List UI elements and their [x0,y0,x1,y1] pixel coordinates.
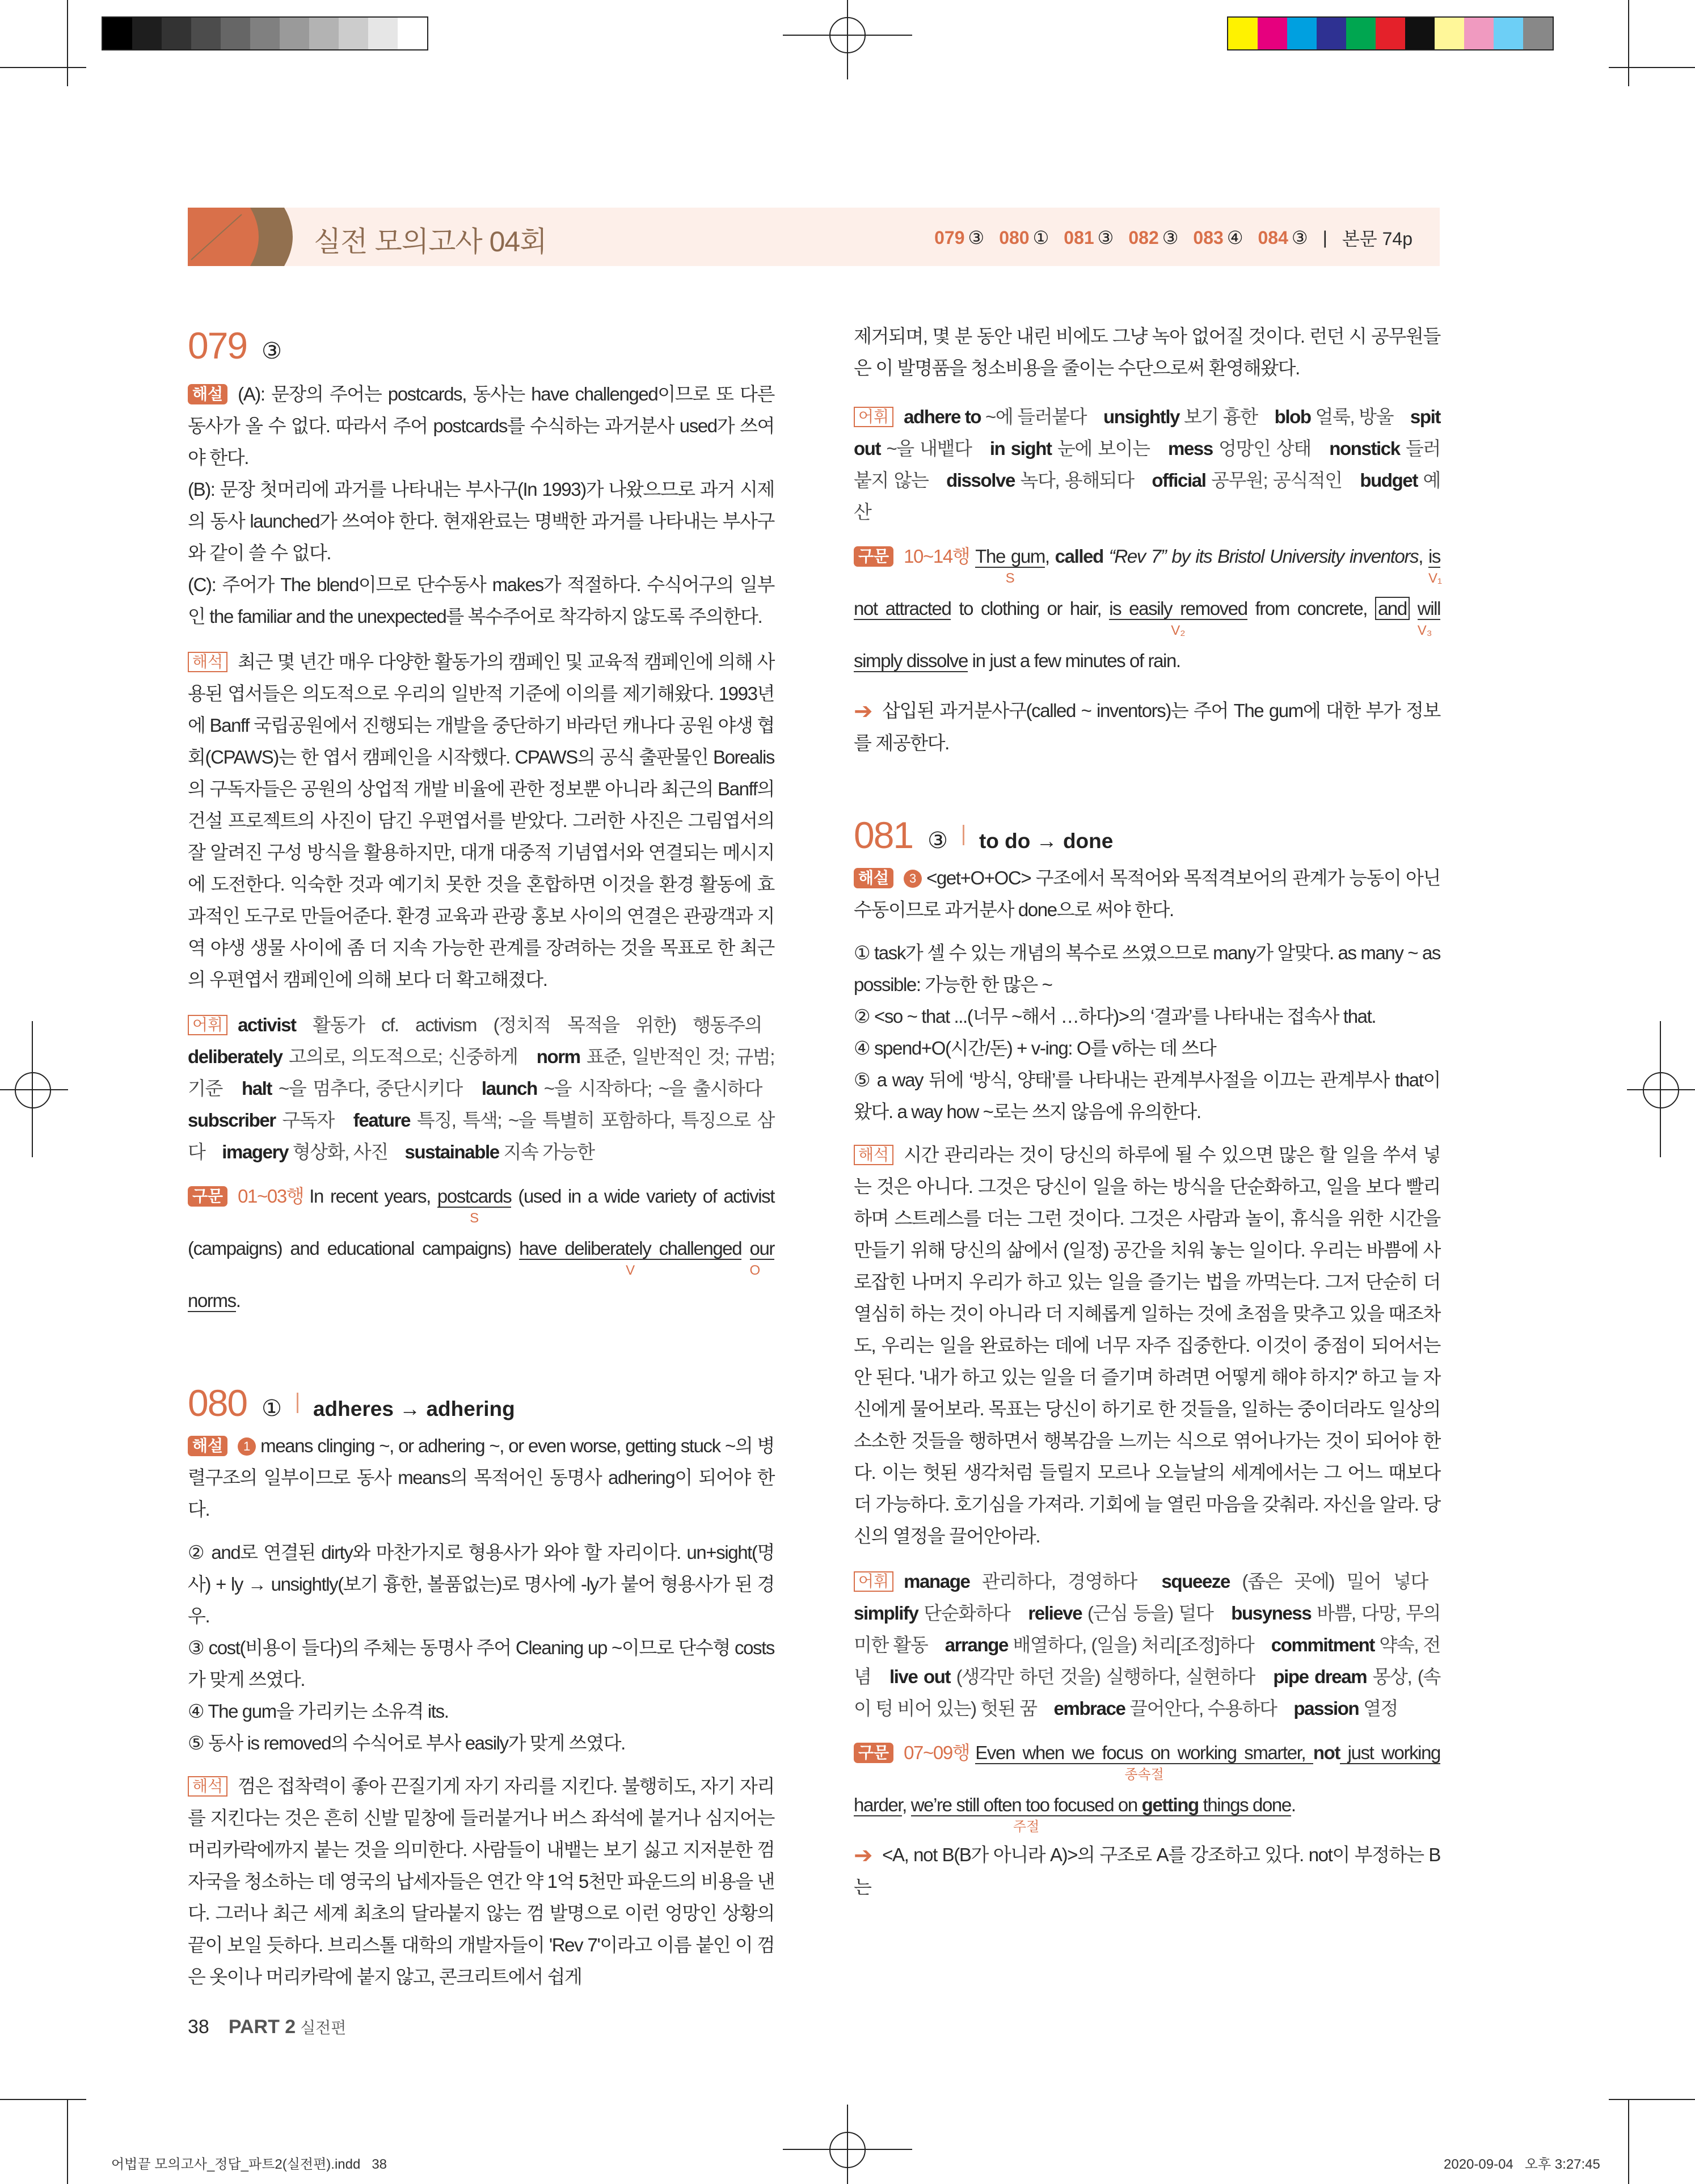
sentence-segment [1410,598,1418,619]
vocab-badge: 어휘 [854,1571,893,1592]
q081-note [854,1839,1440,1903]
sentence-segment [1247,598,1375,619]
vocab-definition: ~에 들러붙다 [985,406,1087,427]
file-slug: 어법끝 모의고사_정답_파트2(실전편).indd 38 [111,2157,387,2172]
correction: adheres → adhering [313,1397,515,1420]
explain-badge: 해설 [854,868,893,888]
crop-line [0,2099,86,2100]
segment-text: not [1313,1742,1340,1763]
segment-text: Even when we focus on working smarter, [975,1742,1313,1763]
segment-text: in just a few minutes of rain. [967,650,1180,671]
point: ② and로 연결된 dirty와 마찬가지로 형용사가 와야 할 자리이다. un+sight(명사) + ly → unsightly(보기 흉한, 볼품없는)로 명사에 -ly가 붙어 형용사가 된 경우. [188,1542,774,1626]
section-header [188,208,1440,266]
line-range: 10~14행 [904,546,970,567]
vocab-term: arrange [945,1634,1013,1655]
answer-key [934,225,1412,251]
right-column [854,321,1443,1903]
segment-text: , [1418,546,1428,567]
sentence-segment [1045,546,1055,567]
explain-text: (C): 주어가 The blend이므로 단수동사 makes가 적절하다. 수식어구의 일부인 the familiar and the unexpected를 복수주어로 착각하지 않도록 주의한다. [188,574,774,627]
q079-syntax [188,1170,774,1327]
q081-vocab [854,1566,1440,1725]
vocab-definition: 활동가 cf. activism (정치적 목적을 위한) 행동주의 [313,1014,762,1035]
translation-badge: 해석 [854,1145,893,1165]
segment-text: is easily removed [1109,598,1247,619]
vocab-definition: 바쁨, 다망, 무의미한 활동 [854,1603,1441,1655]
vocab-term: sustainable [404,1141,504,1162]
segment-text: and [1377,598,1407,619]
vocab-term: busyness [1231,1603,1317,1624]
vocab-definition: 고의로, 의도적으로; 신중하게 [288,1046,518,1067]
separator: | [1322,227,1327,248]
vocab-definition: 표준, 일반적인 것; 규범; 기준 [188,1046,775,1099]
vocab-term: relieve [1028,1603,1087,1624]
vocab-term: unsightly [1103,406,1184,427]
underlined-phrase [1109,598,1247,638]
q079-vocab [188,1009,774,1168]
number-marker: 3 [904,870,922,888]
explain-badge: 해설 [188,1436,227,1456]
translation-badge: 해석 [188,1776,227,1797]
crop-line [67,0,68,86]
segment-text: have deliberately challenged [519,1238,742,1259]
crop-line [1628,2099,1629,2184]
translation-text: 껌은 접착력이 좋아 끈질기게 자기 자리를 지킨다. 불행히도, 자기 자리를 지킨다는 것은 흔히 신발 밑창에 들러붙거나 버스 좌석에 붙거나 심지어는 머리카락에까지 붙는 것을 의미한다. 사람들이 내뱉는 보기 싫고 지저분한 껌 자국을 청소하는 데 영국의 납세자들은 연간 약 1억 5천만 파운드의 비용을 낸다. 그러나 최근 세계 최초의 달라붙지 않는 껌 발명으로 이런 엉망인 상황의 끝이 보일 듯하다. 브리스톨 대학의 개발자들이 'Rev 7'이라고 이름 붙인 이 껌은 옷이나 머리카락에 붙지 않고, 콘크리트에서 쉽게 [188,1776,774,1987]
vocab-term: budget [1360,470,1423,491]
grammar-label: 주절 [1013,1819,1040,1835]
q080-note [854,695,1440,759]
sentence-segment [741,1238,749,1259]
crop-line [0,67,86,68]
question-number: 079 [188,324,247,366]
note-text: <A, not B(B가 아니라 A)>의 구조로 A를 강조하고 있다. not이 부정하는 B는 [854,1844,1440,1898]
answer-key-item: 084 ③ [1258,227,1308,248]
answer-key-item: 081 ③ [1064,227,1114,248]
section-title: 실전 모의고사 04회 [314,226,547,258]
vocab-term: blob [1274,406,1315,427]
question-number: 080 [188,1382,247,1424]
vocab-definition: 단순화하다 [924,1603,1010,1624]
vocab-term: launch [481,1078,544,1099]
q081-explanation [854,862,1440,926]
vocab-definition: 지속 가능한 [503,1141,594,1162]
q080-syntax [854,530,1443,687]
vocab-term: live out [889,1666,956,1687]
grammar-label: V₂ [1171,623,1186,638]
q080-points [188,1537,774,1759]
segment-text: postcards [437,1186,512,1207]
q079-translation [188,646,774,996]
vocab-definition: 얼룩, 방울 [1315,406,1394,427]
vocab-term: official [1152,470,1212,491]
vocab-term: halt [241,1078,279,1099]
explain-text: (A): 문장의 주어는 postcards, 동사는 have challenged이므로 또 다른 동사가 올 수 없다. 따라서 주어 postcards를 수식하는 과거분사 used가 쓰여야 한다. [188,383,774,468]
vocab-definition: ~을 멈추다, 중단시키다 [279,1078,462,1099]
sentence-segment [1055,546,1103,567]
segment-text: our norms [188,1238,774,1311]
underlined-phrase: will simply dissolve V₃ [854,598,1441,671]
crop-line [32,1021,33,1157]
point: ① task가 셀 수 있는 개념의 복수로 쓰였으므로 many가 알맞다. as many ~ as possible: 가능한 한 많은 ~ [854,942,1440,995]
vocab-definition: 특징, 특색; ~을 특별히 포함하다, 특징으로 삼다 [188,1110,774,1162]
sentence-segment [1103,546,1418,567]
vocab-term: manage [904,1571,982,1592]
print-date: 2020-09-04 오후 3:27:45 [1444,2157,1600,2172]
arrow-icon: ➔ [854,1843,872,1868]
divider [297,1393,298,1413]
segment-text: “Rev 7” by its Bristol University inventors [1103,546,1419,567]
segment-text: we’re still often too focused on [910,1794,1142,1815]
vocab-definition: 예산 [854,470,1440,522]
segment-text: things done [1198,1794,1291,1815]
segment-text: called [1055,546,1103,567]
vocab-term: dissolve [946,470,1021,491]
sentence-segment [309,1186,437,1207]
cmyk-color-bar [1227,16,1554,50]
point: ⑤ 동사 is removed의 수식어로 부사 easily가 맞게 쓰였다. [188,1732,625,1753]
vocab-term: embrace [1053,1698,1130,1719]
answer-key-item: 082 ③ [1128,227,1179,248]
translation-badge: 해석 [188,652,227,672]
point: ④ spend+O(시간/돈) + v-ing: O를 v하는 데 쓰다 [854,1038,1216,1059]
sentence-segment [1291,1794,1296,1815]
page-reference: 본문 74p [1342,229,1412,249]
note-text: 삽입된 과거분사구(called ~ inventors)는 주어 The gum에 대한 부가 정보를 제공한다. [854,700,1440,753]
vocab-term: mess [1168,438,1219,459]
vocab-definition: 끌어안다, 수용하다 [1129,1698,1277,1719]
sentence-segment [1418,546,1428,567]
segment-text: is not attracted [854,546,1440,619]
vocab-term: simplify [854,1603,924,1624]
vocab-definition: 보기 흉한 [1183,406,1258,427]
line-range: 01~03행 [238,1186,304,1207]
segment-text: will simply dissolve [854,598,1441,671]
vocab-definition: 열정 [1363,1698,1398,1719]
vocab-definition: 관리하다, 경영하다 [981,1571,1137,1592]
crop-line [847,2105,848,2184]
question-079-heading [188,321,774,370]
vocab-term: nonstick [1329,438,1406,459]
grayscale-color-bar [102,16,428,50]
syntax-badge: 구문 [854,1743,893,1763]
vocab-badge: 어휘 [854,407,893,427]
vocab-term: adhere to [904,406,985,427]
section-label: 실전편 [300,2019,347,2037]
vocab-term: spit out [854,406,1440,459]
segment-text: . [1291,1794,1296,1815]
syntax-badge: 구문 [188,1186,227,1207]
vocab-definition: 배열하다, (일을) 처리[조정]하다 [1013,1634,1254,1655]
question-number: 081 [854,814,913,856]
left-column [188,321,774,1993]
vocab-definition: ~을 시작하다; ~을 출시하다 [543,1078,762,1099]
underlined-phrase: is not attracted V₁ [854,546,1443,619]
translation-text: 최근 몇 년간 매우 다양한 활동가의 캠페인 및 교육적 캠페인에 의해 사용된 엽서들은 의도적으로 우리의 일반적 기준에 이의를 제기해왔다. 1993년에 Banff 국립공원에서 진행되는 개발을 중단하기 바라던 캐나다 공원 야생 협회(CPAWS)는 한 엽서 캠페인을 시작했다. CPAWS의 공식 출판물인 Borealis의 구독자들은 공원의 상업적 개발 비율에 관한 정보뿐 아니라 최근의 Banff의 건설 프로젝트의 사진이 담긴 우편엽서를 받았다. 그러한 사진은 그림엽서의 잘 알려진 구성 방식을 활용하지만, 대개 대중적 기념엽서와 연결되는 메시지에 도전한다. 익숙한 것과 예기치 못한 것을 혼합하면 이것을 환경 활동에 효과적인 도구로 만들어준다. 환경 교육과 관광 홍보 사이의 연결은 관광객과 지역 야생 생물 사이에 좀 더 지속 가능한 관계를 장려하는 것을 목표로 한 최근의 우편엽서 캠페인에 의해 보다 더 확고해졌다. [188,651,774,990]
underlined-phrase [975,1742,1313,1782]
underlined-phrase [975,546,1045,586]
crop-line [67,2099,68,2184]
point: ③ cost(비용이 들다)의 주체는 동명사 주어 Cleaning up ~이므로 단수형 costs가 맞게 쓰였다. [188,1637,774,1690]
segment-text: getting [1141,1794,1199,1815]
vocab-term: activist [238,1014,313,1035]
crop-line [1628,0,1629,86]
registration-mark-left [15,1072,51,1108]
vocab-term: imagery [222,1141,293,1162]
segment-text: The gum [975,546,1045,567]
underlined-phrase [1142,1794,1199,1816]
answer: ① [262,1396,282,1421]
vocab-definition: (생각만 하던 것을) 실행하다, 실현하다 [956,1666,1255,1687]
vocab-term: deliberately [188,1046,289,1067]
vocab-term: feature [353,1110,417,1131]
part-label: PART 2 [228,2016,296,2038]
grammar-label: V [626,1263,635,1278]
vocab-term: norm [536,1046,587,1067]
underlined-phrase [910,1794,1142,1835]
explain-badge: 해설 [188,384,227,404]
crop-line [847,0,848,79]
vocab-definition: 엉망인 상태 [1218,438,1311,459]
page-footer [188,2016,346,2038]
underlined-phrase [1199,1794,1291,1816]
crop-line [1660,1021,1661,1157]
grammar-label: S [470,1211,479,1226]
registration-mark-right [1643,1072,1679,1108]
sentence-segment [236,1290,241,1311]
vocab-definition: 약속, 전념 [854,1634,1440,1687]
vocab-term: passion [1293,1698,1364,1719]
explain-text: (B): 문장 첫머리에 과거를 나타내는 부사구(In 1993)가 나왔으므로 과거 시제의 동사 launched가 쓰여야 한다. 현재완료는 명백한 과거를 나타내는 부사구와 같이 쓸 수 없다. [188,479,774,563]
vocab-definition: 눈에 보이는 [1057,438,1150,459]
sentence-segment [1375,597,1410,620]
point: ② <so ~ that ...(너무 ~해서 …하다)>의 ‘결과’를 나타내는 접속사 that. [854,1006,1376,1027]
explain-text: means clinging ~, or adhering ~, or even worse, getting stuck ~의 병렬구조의 일부이므로 동사 means의 목적어인 동명사 adhering이 되어야 한다. [188,1435,774,1520]
vocab-definition: 공무원; 공식적인 [1211,470,1342,491]
vocab-definition: 들러붙지 않는 [854,438,1441,491]
grammar-label: 종속절 [1124,1767,1164,1782]
answer: ③ [927,828,948,853]
vocab-definition: 녹다, 용해되다 [1020,470,1134,491]
q081-syntax [854,1727,1441,1835]
line-range: 07~09행 [904,1742,970,1763]
crop-line [1627,1089,1695,1090]
page-number: 38 [188,2016,209,2038]
correction: to do → done [979,829,1114,853]
q080-translation [188,1770,774,1993]
vocab-badge: 어휘 [188,1015,227,1035]
point: ⑤ a way 뒤에 ‘방식, 양태’를 나타내는 관계부사절을 이끄는 관계부사 that이 왔다. a way how ~로는 쓰지 않음에 유의한다. [854,1069,1440,1122]
point: ④ The gum을 가리키는 소유격 its. [188,1701,449,1722]
sentence-segment [902,1794,911,1815]
q080-translation-continued: 제거되며, 몇 분 동안 내린 비에도 그냥 녹아 없어질 것이다. 런던 시 공무원들은 이 발명품을 청소비용을 줄이는 수단으로써 환영해왔다. [854,326,1440,378]
translation-text: 시간 관리라는 것이 당신의 하루에 될 수 있으면 많은 할 일을 쑤셔 넣는 것은 아니다. 그것은 당신이 일을 하는 방식을 단순화하고, 일을 보다 빨리하며 스트레스를 더는 그런 것이다. 그것은 사람과 놀이, 휴식을 위한 시간을 만들기 위해 당신의 삶에서 (일정) 공간을 치워 놓는 일이다. 우리는 바쁨에 사로잡힌 나머지 우리가 하고 있는 일을 즐기는 법을 까먹는다. 그저 단순히 더 열심히 하는 것이 아니라 더 지혜롭게 일하는 것에 초점을 맞추고 있을 때조차도, 우리는 일을 완료하는 데에 너무 자주 집중한다. 이것이 중점이 되어서는 안 된다. '내가 하고 있는 일을 더 즐기며 하려면 어떻게 해야 하지?' 하고 늘 자신에게 물어보라. 목표는 당신이 하기로 한 것들을, 일하는 중이더라도 일상의 소소한 것들을 행하면서 행복감을 느끼는 식으로 엮어나가는 것이 되어야 한다. 이는 헛된 생각처럼 들릴지 모르나 오늘날의 세계에서는 그 어느 때보다 더 가능하다. 호기심을 가져라. 기회에 늘 열린 마음을 갖춰라. 자신을 알라. 당신의 열정을 끌어안아라. [854,1144,1440,1546]
vocab-term: commitment [1271,1634,1380,1655]
segment-text [1410,598,1418,619]
segment-text: to clothing or hair, [951,598,1110,619]
segment-text: In recent years, [309,1186,437,1207]
vocab-definition: 형상화, 사진 [292,1141,388,1162]
grammar-label: S [1005,571,1015,586]
q080-explanation [188,1430,774,1525]
vocab-term: subscriber [188,1110,282,1131]
crop-line [0,1089,68,1090]
answer: ③ [262,339,282,364]
vocab-definition: 몽상, (속이 텅 비어 있는) 헛된 꿈 [854,1666,1440,1719]
underlined-phrase [437,1186,512,1226]
vocab-term: in sight [989,438,1057,459]
segment-text: from concrete, [1247,598,1375,619]
q079-explanation [188,378,774,633]
number-marker: 1 [238,1437,256,1456]
segment-text: , [902,1794,911,1815]
underlined-phrase [519,1238,742,1278]
segment-text: , [1044,546,1055,567]
vocab-definition: (근심 등을) 덜다 [1087,1603,1213,1624]
crop-line [1609,67,1695,68]
vocab-term: squeeze [1161,1571,1242,1592]
sentence-segment [1313,1742,1340,1763]
explain-text: <get+O+OC> 구조에서 목적어와 목적격보어의 관계가 능동이 아닌 수동이므로 과거분사 done으로 써야 한다. [854,867,1440,920]
sentence-segment [951,598,1109,619]
vocab-definition: ~을 내뱉다 [886,438,972,459]
segment-text: (used in a wide variety of activist (campaigns) and educational campaigns) [188,1186,774,1259]
q081-points [854,937,1440,1128]
q080-vocab [854,401,1440,528]
arrow-icon: ➔ [854,699,872,724]
segment-text: just working harder [854,1742,1441,1815]
question-080-heading [188,1378,774,1428]
segment-text: . [235,1290,241,1311]
answer-key-item: 079 ③ [934,227,985,248]
answer-key-item: 083 ④ [1193,227,1243,248]
sentence-segment [968,650,1180,671]
segment-text [741,1238,749,1259]
vocab-definition: 구독자 [282,1110,334,1131]
answer-key-item: 080 ① [999,227,1049,248]
question-081-heading [854,810,1440,860]
underlined-phrase: our norms O [188,1238,774,1311]
crop-line [1609,2099,1695,2100]
vocab-definition: (좁은 곳에) 밀어 넣다 [1242,1571,1428,1592]
q081-translation [854,1139,1440,1552]
vocab-term: pipe dream [1273,1666,1373,1687]
section-logo-icon [188,208,296,266]
syntax-badge: 구문 [854,546,893,567]
divider [963,825,964,845]
